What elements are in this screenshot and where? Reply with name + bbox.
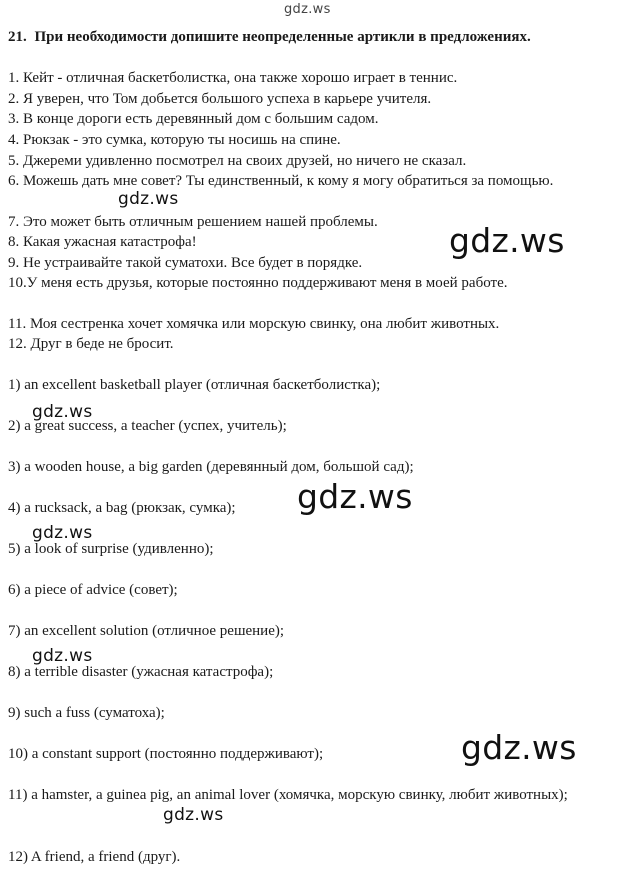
answer-5: 5) a look of surprise (удивленно); [8,541,214,557]
answer-2: 2) a great success, a teacher (успех, учитель); [8,418,287,434]
watermark-small: gdz.ws [163,805,224,825]
watermark-large: gdz.ws [297,477,413,516]
task-heading [8,28,600,47]
sentence-11: 11. Моя сестренка хочет хомячка или морскую свинку, она любит животных. [8,316,500,332]
sentence-5: 5. Джереми удивленно посмотрел на своих друзей, но ничего не сказал. [8,153,467,169]
sentence-9: 9. Не устраивайте такой суматохи. Все будет в порядке. [8,255,363,271]
answer-1: 1) an excellent basketball player (отличная баскетболистка); [8,377,381,393]
answer-4: 4) a rucksack, a bag (рюкзак, сумка); [8,500,236,516]
watermark-large: gdz.ws [461,728,577,767]
answer-8: 8) a terrible disaster (ужасная катастрофа); [8,664,274,680]
sentence-12: 12. Друг в беде не бросит. [8,336,174,352]
sentence-2: 2. Я уверен, что Том добьется большого успеха в карьере учителя. [8,91,432,107]
answer-10: 10) a constant support (постоянно поддерживают); [8,746,324,762]
watermark-small: gdz.ws [118,189,179,209]
answer-11: 11) a hamster, a guinea pig, an animal lover (хомячка, морскую свинку, любит животных); [8,787,568,803]
sentence-10: 10.У меня есть друзья, которые постоянно поддерживают меня в моей работе. [8,275,508,291]
task-instruction: При необходимости допишите неопределенные артикли в предложениях. [34,29,531,45]
watermark-small: gdz.ws [32,646,93,666]
sentence-6: 6. Можешь дать мне совет? Ты единственный, к кому я могу обратиться за помощью. [8,173,554,189]
watermark-small: gdz.ws [32,523,93,543]
answer-12: 12) A friend, a friend (друг). [8,849,181,865]
answer-6: 6) a piece of advice (совет); [8,582,178,598]
answer-9: 9) such a fuss (суматоха); [8,705,165,721]
watermark-small: gdz.ws [32,402,93,422]
task-number: 21. [8,29,27,45]
answer-7: 7) an excellent solution (отличное решение); [8,623,285,639]
sentence-7: 7. Это может быть отличным решением нашей проблемы. [8,214,378,230]
sentence-3: 3. В конце дороги есть деревянный дом с большим садом. [8,111,379,127]
answer-3: 3) a wooden house, a big garden (деревянный дом, большой сад); [8,459,414,475]
sentence-1: 1. Кейт - отличная баскетболистка, она также хорошо играет в теннис. [8,70,458,86]
watermark-large: gdz.ws [449,221,565,260]
watermark-top: gdz.ws [284,2,331,17]
sentence-8: 8. Какая ужасная катастрофа! [8,234,197,250]
sentence-4: 4. Рюкзак - это сумка, которую ты носишь на спине. [8,132,341,148]
